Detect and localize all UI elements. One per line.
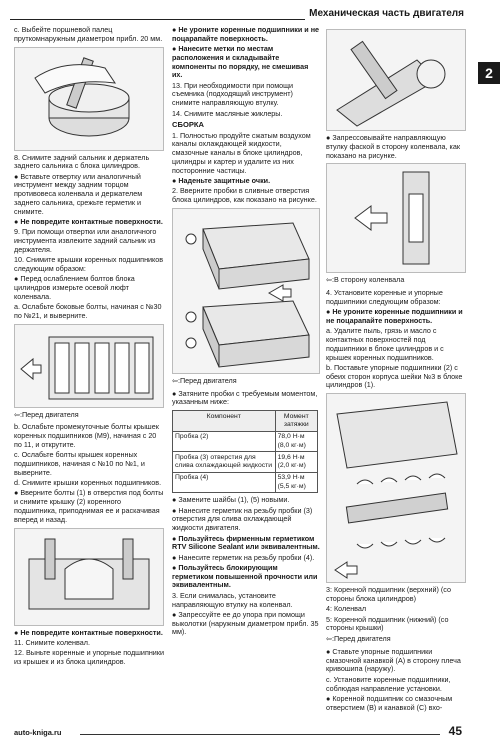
pilot-bushing-illustration	[327, 30, 465, 130]
piston-pin-illustration	[15, 48, 163, 150]
cylinder-block-illustration	[173, 209, 319, 373]
paragraph: ● Не повредите контактные поверхности.	[14, 217, 163, 227]
paragraph: 8. Снимите задний сальник и держатель заднего сальника с блока цилиндров.	[14, 152, 150, 171]
table-cell: Пробка (3) отверстия для слива охлаждающей жидкости	[173, 452, 276, 473]
section-heading: СБОРКА	[172, 120, 205, 130]
legend-item: 4: Коленвал	[326, 604, 367, 614]
torque-table	[172, 410, 318, 493]
paragraph: c. Установите коренные подшипники, соблюдая направление установки.	[326, 674, 451, 693]
figure-caption: ⇦:Перед двигателя	[172, 375, 237, 385]
figure-cylinder-block-plugs	[172, 208, 320, 374]
paragraph: ● Затяните пробки с требуемым моментом, указанным ниже:	[172, 388, 318, 407]
paragraph: ● Ставьте упорные подшипники смазочной канавкой (A) в сторону плеча кривошипа (наружу).	[326, 646, 461, 674]
paragraph: 1. Полностью продуйте сжатым воздухом каналы охлаждающей жидкости, смазочные каналы в блоке цилиндров, цилиндры и картер и удалите из них посторонние частицы.	[172, 130, 311, 175]
figure-caption: ⇦:Перед двигателя	[14, 409, 79, 419]
paragraph: ● Не уроните коренные подшипники и не поцарапайте поверхность.	[172, 25, 320, 43]
bushing-chamfer-diagram	[327, 164, 465, 272]
table-cell: 19,6 Н·м (2,0 кг·м)	[275, 452, 317, 473]
paragraph: 2. Вверните пробки в сливные отверстия блока цилиндров, как показано на рисунке.	[172, 186, 317, 205]
paragraph: ● Запрессуйте ее до упора при помощи выколотки (наружным диаметром прибл. 35 мм).	[172, 609, 319, 637]
paragraph: b. Поставьте упорные подшипники (2) с обеих сторон корпуса шейки №3 в блоке цилиндров (1).	[326, 362, 463, 390]
paragraph: d. Снимите крышки коренных подшипников.	[14, 478, 162, 488]
paragraph: ● Вставьте отвертку или аналогичный инструмент между задним торцом противовеса коленвала и держателем заднего сальника, срежьте герметик и снимите.	[14, 171, 143, 216]
column-3	[326, 26, 466, 714]
paragraph: c. Ослабьте болты крышек коренных подшипников, начиная с №10 по №1, и выверните.	[14, 450, 145, 477]
paragraph: 12. Выньте коренные и упорные подшипники из крышек и из блока цилиндров.	[14, 648, 164, 666]
paragraph: ● Нанесите герметик на резьбу пробки (4).	[172, 552, 315, 562]
figure-caption: ⇦:Перед двигателя	[326, 634, 391, 644]
paragraph: c. Выбейте поршневой палец пруткомнаружным диаметром прибл. 20 мм.	[14, 25, 163, 43]
paragraph: b. Ослабьте промежуточные болты крышек коренных подшипников (M9), начиная с 20 по 11, и открутите.	[14, 422, 159, 449]
legend-item: 3: Коренной подшипник (верхний) (со стороны блока цилиндров)	[326, 585, 451, 603]
footer-site: auto-kniga.ru	[14, 728, 62, 737]
table-header: Момент затяжки	[275, 411, 317, 432]
bolt-sequence-diagram	[15, 325, 163, 407]
paragraph: ● Нанесите метки по местам расположения и складывайте компоненты по порядку, не смешивая их.	[172, 44, 309, 80]
table-cell: 78,0 Н·м (8,0 кг·м)	[275, 431, 317, 452]
paragraph: ● Запрессовывайте направляющую втулку фаской в сторону коленвала, как показано на рисунке.	[326, 133, 460, 160]
paragraph: ● Пользуйтесь блокирующим герметиком повышенной прочности или эквивалентным.	[172, 562, 318, 590]
figure-bolt-sequence	[14, 324, 164, 408]
figure-pilot-bushing-install	[326, 29, 466, 131]
figure-bearing-cap-removal	[14, 528, 164, 626]
paragraph: ● Перед ослаблением болтов блока цилиндров измерьте осевой люфт коленвала.	[14, 274, 135, 301]
figure-bushing-chamfer	[326, 163, 466, 273]
figure-caption: ⇦:В сторону коленвала	[326, 275, 405, 285]
figure-piston-pin	[14, 47, 164, 151]
paragraph: a. Ослабьте боковые болты, начиная с №30 по №21, и выверните.	[14, 302, 162, 320]
table-header: Компонент	[173, 411, 276, 432]
legend-item: 5: Коренной подшипник (нижний) (со стороны крышки)	[326, 614, 449, 633]
crankshaft-bearings-diagram	[327, 394, 465, 582]
paragraph: 14. Снимите масляные жиклеры.	[172, 108, 283, 118]
paragraph: ● Замените шайбы (1), (5) новыми.	[172, 495, 290, 505]
paragraph: 4. Установите коренные и упорные подшипники следующим образом:	[326, 288, 443, 306]
table-cell: Пробка (2)	[173, 431, 276, 452]
paragraph: ● Не уроните коренные подшипники и не поцарапайте поверхность.	[326, 307, 463, 325]
table-row	[173, 431, 318, 452]
table-row	[173, 472, 318, 493]
paragraph: ● Пользуйтесь фирменным герметиком RTV Silicone Sealant или эквивалентным.	[172, 533, 320, 552]
paragraph: 10. Снимите крышки коренных подшипников следующим образом:	[14, 255, 164, 273]
paragraph: 11. Снимите коленвал.	[14, 637, 90, 647]
paragraph: ● Вверните болты (1) в отверстия под болты и снимите крышку (2) коренного подшипника, приподнимая ее и раскачивая вперед и назад.	[14, 488, 164, 524]
bearing-cap-illustration	[15, 529, 163, 625]
footer-rule	[80, 734, 440, 735]
table-cell: Пробка (4)	[173, 472, 276, 493]
column-2	[172, 26, 320, 639]
table-cell: 53,9 Н·м (5,5 кг·м)	[275, 472, 317, 493]
paragraph: 9. При помощи отвертки или аналогичного инструмента извлеките задний сальник из держателя.	[14, 227, 157, 254]
paragraph: 3. Если снималась, установите направляющую втулку на коленвал.	[172, 590, 293, 609]
page-number: 45	[448, 724, 462, 738]
page-header	[0, 6, 500, 22]
column-1	[14, 26, 164, 668]
paragraph: ● Коренной подшипник со смазочным отверстием (B) и канавкой (C) вхо-	[326, 693, 453, 712]
paragraph: a. Удалите пыль, грязь и масло с контактных поверхностей под подшипники в блоке цилиндров и с крышек коренных подшипников.	[326, 326, 444, 362]
paragraph: 13. При необходимости при помощи съемника (подходящий инструмент) снимите направляющую втулку.	[172, 80, 294, 108]
figure-crankshaft-bearings	[326, 393, 466, 583]
paragraph: ● Нанесите герметик на резьбу пробки (3) отверстия для слива охлаждающей жидкости двигателя.	[172, 505, 313, 533]
paragraph: ● Не повредите контактные поверхности.	[14, 627, 163, 637]
chapter-tab: 2	[478, 62, 500, 84]
table-row	[173, 452, 318, 473]
page-title: Механическая часть двигателя	[305, 8, 464, 20]
paragraph: ● Наденьте защитные очки.	[172, 175, 271, 185]
